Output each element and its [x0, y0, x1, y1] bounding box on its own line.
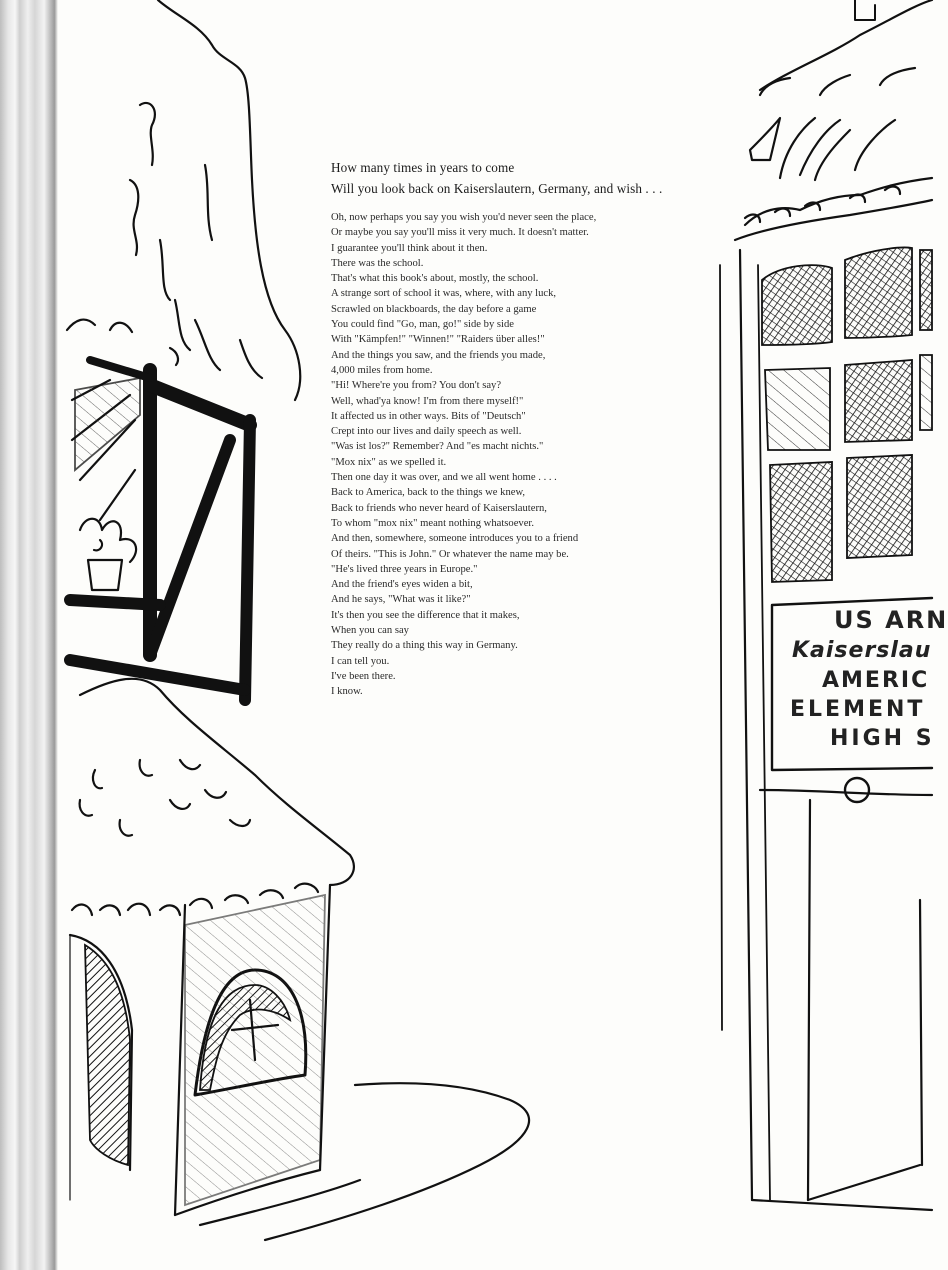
- poem-line: You could find "Go, man, go!" side by side: [331, 319, 514, 331]
- poem-line: Then one day it was over, and we all went home . . . .: [331, 472, 557, 484]
- poem-line: Well, whad'ya know! I'm from there myself!": [331, 395, 524, 407]
- poem-line: I know.: [331, 686, 363, 698]
- poem-line: And the friend's eyes widen a bit,: [331, 579, 473, 591]
- sign-text-line: AMERIC: [822, 668, 930, 693]
- poem-line: It affected us in other ways. Bits of "Deutsch": [331, 410, 526, 422]
- sign-text-line: Kaiserslau: [792, 638, 932, 663]
- poem-line: And he says, "What was it like?": [331, 594, 471, 606]
- poem-line: Of theirs. "This is John." Or whatever the name may be.: [331, 548, 569, 560]
- poem-line: Back to America, back to the things we knew,: [331, 487, 526, 499]
- poem-line: I've been there.: [331, 670, 396, 682]
- left-roof-outline: [158, 0, 300, 400]
- poem-line: And the things you saw, and the friends you made,: [331, 349, 546, 361]
- poem-line: Crept into our lives and daily speech as well.: [331, 426, 522, 438]
- poem-line: I can tell you.: [331, 655, 390, 667]
- sign-text-line: ELEMENT: [790, 697, 926, 722]
- heading-line: How many times in years to come: [331, 160, 515, 175]
- poem-line: There was the school.: [331, 257, 424, 269]
- sign-text-line: US ARN: [834, 606, 948, 634]
- lower-roof: [80, 679, 354, 885]
- poem-line: That's what this book's about, mostly, the school.: [331, 273, 539, 285]
- poem-line: When you can say: [331, 625, 409, 637]
- heading-line: Will you look back on Kaiserslautern, Germany, and wish . . .: [331, 181, 663, 196]
- poem-text-block: [331, 157, 731, 700]
- sign-text-line: HIGH S: [830, 726, 935, 751]
- poem-line: Oh, now perhaps you say you wish you'd never seen the place,: [331, 212, 597, 223]
- poem-line: I guarantee you'll think about it then.: [331, 242, 488, 254]
- poem-line: "Hi! Where're you from? You don't say?: [331, 380, 502, 392]
- poem-line: "Mox nix" as we spelled it.: [331, 456, 447, 468]
- poem-line: They really do a thing this way in Germany.: [331, 640, 518, 652]
- poem-line: "He's lived three years in Europe.": [331, 563, 478, 575]
- poem-line: Scrawled on blackboards, the day before a game: [331, 303, 537, 315]
- poem-line: And then, somewhere, someone introduces you to a friend: [331, 533, 579, 545]
- poem-line: "Was ist los?" Remember? And "es macht nichts.": [331, 441, 544, 453]
- flower-pot: [88, 560, 122, 590]
- poem-line: A strange sort of school it was, where, with any luck,: [331, 288, 557, 300]
- poem-line: It's then you see the difference that it makes,: [331, 609, 520, 621]
- poem-line: To whom "mox nix" meant nothing whatsoever.: [331, 517, 534, 529]
- poem-line: Or maybe you say you'll miss it very much. It doesn't matter.: [331, 227, 589, 239]
- tower-wall: [175, 905, 185, 1215]
- poem-line: Back to friends who never heard of Kaiserslautern,: [331, 502, 547, 514]
- poem-heading: [331, 157, 731, 199]
- poem-line: With "Kämpfen!" "Winnen!" "Raiders über alles!": [331, 334, 545, 346]
- poem-body: [331, 210, 731, 700]
- poem-line: 4,000 miles from home.: [331, 364, 433, 376]
